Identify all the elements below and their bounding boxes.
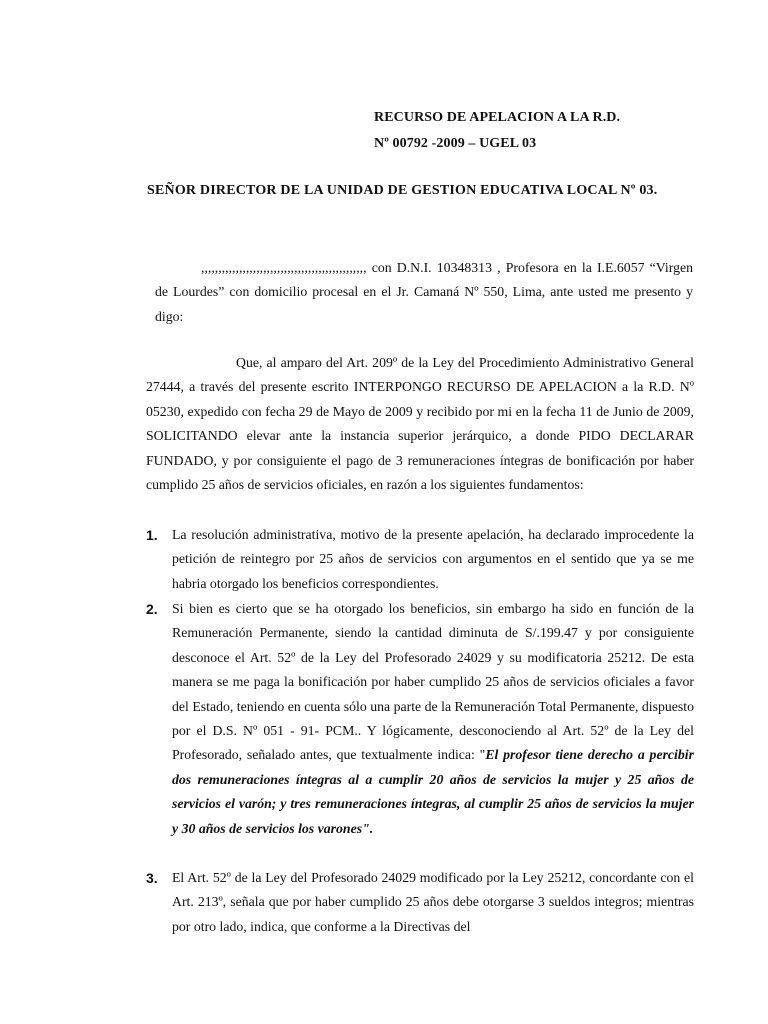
document-title-line-2: Nº 00792 -2009 – UGEL 03 — [374, 136, 537, 151]
list-item-text — [172, 597, 694, 841]
addressee-heading: SEÑOR DIRECTOR DE LA UNIDAD DE GESTION EDUCATIVA LOCAL Nº 03. — [147, 183, 658, 198]
list-item-number: 3. — [146, 870, 158, 886]
law-quote: El profesor tiene derecho a percibir dos remuneraciones íntegras al a cumplir 20 años de servicios la mujer y 25 años de servicios el varón; y tres remuneraciones íntegras, al cumplir 25 años de servicios la mujer y 30 años de servicios los varones". — [172, 747, 694, 836]
list-item-text: El Art. 52º de la Ley del Profesorado 24029 modificado por la Ley 25212, concordante con el Art. 213º, señala que por haber cumplido 25 años debe otorgarse 3 sueldos integros; mientras por otro lado, indica, que conforme a la Directivas del — [172, 870, 694, 934]
list-item-body-text: Si bien es cierto que se ha otorgado los beneficios, sin embargo ha sido en función de la Remuneración Permanente, siendo la cantidad diminuta de S/.199.47 y por consiguiente desconoce el Art. 52º de la Ley del Profesorado 24029 y su modificatoria 25212. De esta manera se me paga la bonificación por haber cumplido 25 años de servicios oficiales a favor del Estado, teniendo en cuenta sólo una parte de la Remuneración Total Permanente, dispuesto por el D.S. Nº 051 - 91- PCM.. Y lógicamente, desconociendo al Art. 52º de la Ley del Profesorado, señalado antes, que textualmente indica: " — [172, 601, 694, 763]
list-item-number: 2. — [146, 601, 158, 617]
intro-paragraph: ,,,,,,,,,,,,,,,,,,,,,,,,,,,,,,,,,,,,,,,,,,,,,,,, con D.N.I. 10348313 , Profesora en la I.E.6057 “Virgen de Lourdes” con domicilio procesal en el Jr. Camaná Nº 550, Lima, ante usted me presento y digo: — [155, 260, 693, 324]
document-title-line-1: RECURSO DE APELACION A LA R.D. — [374, 110, 621, 125]
list-item-number: 1. — [146, 527, 158, 543]
list-item-text: La resolución administrativa, motivo de la presente apelación, ha declarado improcedente la petición de reintegro por 25 años de servicios con argumentos en el sentido que ya se me habria otorgado los beneficios correspondientes. — [172, 527, 694, 591]
body-paragraph: Que, al amparo del Art. 209º de la Ley del Procedimiento Administrativo General 27444, a través del presente escrito INTERPONGO RECURSO DE APELACION a la R.D. Nº 05230, expedido con fecha 29 de Mayo de 2009 y recibido por mi en la fecha 11 de Junio de 2009, SOLICITANDO elevar ante la instancia superior jerárquico, a donde PIDO DECLARAR FUNDADO, y por consiguiente el pago de 3 remuneraciones íntegras de bonificación por haber cumplido 25 años de servicios oficiales, en razón a los siguientes fundamentos: — [146, 355, 694, 493]
